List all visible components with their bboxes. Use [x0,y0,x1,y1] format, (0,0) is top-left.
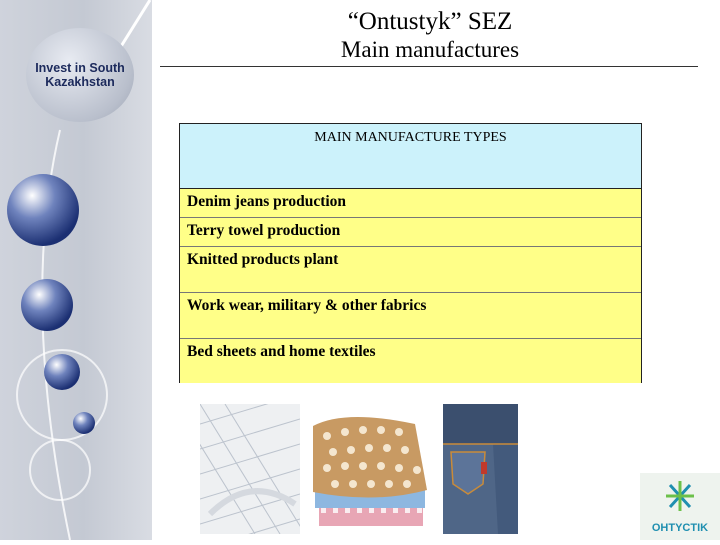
table-header-label: MAIN MANUFACTURE TYPES [314,130,507,145]
sphere-medium [21,279,73,331]
manufacture-table [179,123,642,383]
table-header [180,124,641,189]
logo-text: Invest in South Kazakhstan [35,61,125,89]
page-title: “Ontustyk” SEZ [347,8,513,35]
row-label: Bed sheets and home textiles [187,343,376,360]
sphere-small [44,354,80,390]
row-label: Denim jeans production [187,193,347,210]
table-row [180,293,641,339]
table-row [180,339,641,383]
brand-emblem-icon [640,473,720,540]
row-label: Terry towel production [187,222,341,239]
title-divider [160,66,698,67]
page-subtitle: Main manufactures [340,37,520,62]
brand-logo [640,473,720,540]
towels-photo [305,404,430,534]
table-row [180,247,641,293]
table-row [180,189,641,218]
logo-badge [26,28,134,122]
jeans-photo [443,404,518,534]
sphere-large [7,174,79,246]
table-row [180,218,641,247]
row-label: Knitted products plant [187,251,339,268]
brand-name: OHTYCTIK [651,522,709,534]
sidebar [0,0,152,540]
fabric-photo [200,404,300,534]
row-label: Work wear, military & other fabrics [187,297,427,314]
sphere-tiny [73,412,95,434]
